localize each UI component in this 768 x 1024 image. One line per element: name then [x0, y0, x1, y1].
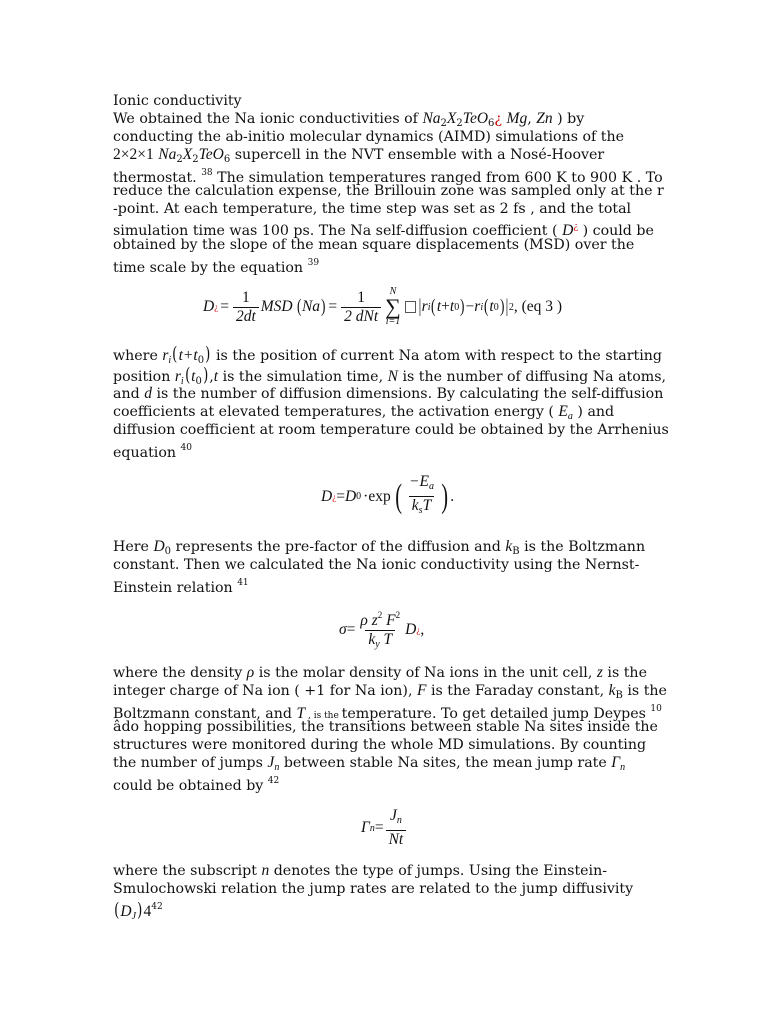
paragraph-3	[113, 538, 661, 596]
p1-line-4: thermostat. $^{38}$ The simulation temperatures ranged from 600 K to 900 K . To	[113, 168, 663, 186]
p1-line-2: conducting the ab-initio molecular dynamics (AIMD) simulations of the	[113, 129, 625, 145]
p4-line-2: integer charge of Na ion ( +1 for Na ion), F is the Faraday constant, $k_B$ is the	[113, 682, 667, 701]
citation-39: 39	[307, 258, 320, 268]
paragraph-4	[113, 664, 667, 794]
p2-line-4: coefficients at elevated temperatures, the activation energy ( $E_a$ ) and	[113, 403, 615, 422]
p2-line-5: diffusion coefficient at room temperature could be obtained by the Arrhenius	[113, 422, 669, 438]
citation-40: 40	[180, 443, 192, 453]
p2-line-3: and d is the number of diffusion dimensions. By calculating the self-diffusion	[113, 385, 664, 402]
paragraph-1	[113, 110, 664, 276]
p1-line-1: We obtained the Na ionic conductivities of $Na_2X_2TeO_6¿$ Mg, Zn ) by	[113, 110, 585, 129]
p2-line-2: position $r_i(t_0),t$ is the simulation time, N is the number of diffusing Na atoms,	[113, 364, 667, 387]
p4-line-5: structures were monitored during the whole MD simulations. By counting	[113, 737, 647, 753]
equation-jump-rate: Γ n = $\frac{J_n}{Nt}$	[361, 808, 408, 848]
p5-line-2: Smulochowski relation the jump rates are related to the jump diffusivity	[113, 881, 634, 897]
p5-line-1: where the subscript n denotes the type of jumps. Using the Einstein-	[113, 862, 608, 879]
p3-line-1: Here $D_0$ represents the pre-factor of the diffusion and $k_B$ is the Boltzmann	[113, 538, 646, 557]
p2-line-1: where $r_i(t+t_0)$ is the position of current Na atom with respect to the starting	[113, 343, 662, 366]
p2-line-6: equation $^{40}$	[113, 443, 192, 461]
section-heading: Ionic conductivity	[113, 93, 242, 109]
summation-symbol: N ∑ i=1	[385, 286, 401, 327]
p4-line-4: âdo hopping possibilities, the transitions between stable Na sites inside the	[113, 719, 658, 735]
p4-line-3: Boltzmann constant, and T , is the temperature. To get detailed jump Deypes $^{10}$	[113, 704, 662, 722]
citation-10: 10	[650, 704, 662, 714]
citation-41: 41	[237, 578, 249, 588]
citation-42: 42	[267, 776, 280, 786]
equation-msd: D ¿ = $\frac{1}{2dt}$ MSD ( Na ) = $\frac{1}{\text{2 dNt}}$ N ∑ i=1 | r i ( t + t 0 ) − r i ( t 0 ) | 2 , (eq 3 )	[203, 286, 563, 327]
citation-38: 38	[201, 168, 213, 178]
paragraph-2	[113, 343, 669, 461]
p1-line-7: simulation time was 100 ps. The Na self-diffusion coefficient ( D¿ ) could be	[113, 222, 654, 239]
paragraph-5	[113, 862, 661, 922]
p4-line-7: could be obtained by $^{42}$	[113, 776, 280, 794]
p1-line-9: time scale by the equation $^{39}$	[113, 258, 320, 276]
p1-line-6: -point. At each temperature, the time step was set as 2 fs , and the total	[113, 201, 632, 217]
p4-line-1: where the density ρ is the molar density of Na ions in the unit cell, z is the	[113, 664, 647, 681]
p5-line-3: $(D_J)4^{42}$	[114, 899, 163, 922]
equation-arrhenius: D ¿ = D 0 ·exp ( $\frac{-E_a}{k_sT}$ ) .	[321, 474, 454, 519]
p1-line-5: reduce the calculation expense, the Brillouin zone was sampled only at the r	[113, 183, 664, 199]
citation-42b: 42	[151, 902, 163, 912]
equation-nernst-einstein: σ = $\frac{\rho z^2 F^2}{k_y T}$ D ¿ ,	[339, 607, 424, 653]
p3-line-3: Einstein relation $^{41}$	[113, 578, 249, 596]
p1-line-3: 2×2×1 $Na_2X_2TeO_6$ supercell in the NVT ensemble with a Nosé-Hoover	[113, 146, 605, 165]
p3-line-2: constant. Then we calculated the Na ionic conductivity using the Nernst-	[113, 557, 640, 573]
p4-line-6: the number of jumps $J_n$ between stable Na sites, the mean jump rate $\Gamma_n$	[113, 754, 626, 773]
p1-line-8: obtained by the slope of the mean square displacements (MSD) over the	[113, 237, 635, 253]
missing-glyph-icon	[405, 301, 416, 313]
